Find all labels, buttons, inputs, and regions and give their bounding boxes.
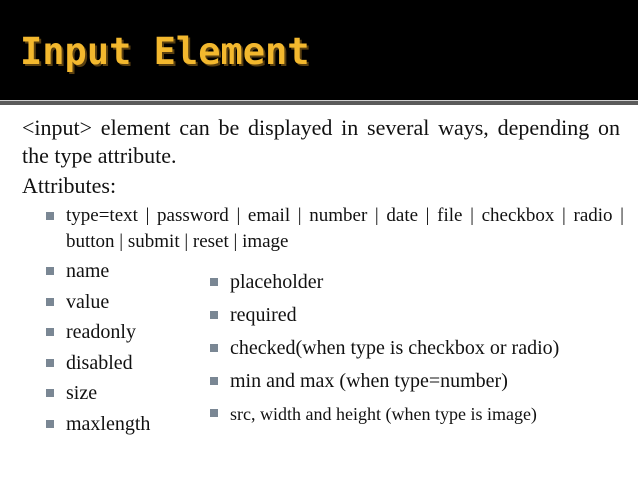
list-item-text: disabled bbox=[66, 351, 133, 374]
list-item-text: readonly bbox=[66, 321, 136, 343]
list-item-text: size bbox=[66, 382, 98, 404]
title-divider bbox=[0, 100, 638, 105]
list-item-type bbox=[46, 203, 624, 255]
square-bullet-icon bbox=[46, 328, 54, 336]
list-item bbox=[46, 289, 196, 320]
list-item bbox=[46, 411, 196, 442]
square-bullet-icon bbox=[210, 377, 218, 385]
list-item-text: type=text | password | email | number | date | file | checkbox | radio | button | submit | reset | image bbox=[66, 205, 624, 252]
square-bullet-icon bbox=[210, 278, 218, 286]
list-item bbox=[46, 350, 196, 381]
list-item-text: name bbox=[66, 260, 110, 282]
square-bullet-icon bbox=[46, 420, 54, 428]
attribute-list-right bbox=[210, 269, 614, 434]
list-item-text: min and max (when type=number) bbox=[230, 370, 508, 392]
square-bullet-icon bbox=[46, 267, 54, 275]
list-item-text: placeholder bbox=[230, 271, 324, 293]
list-item-text: checked(when type is checkbox or radio) bbox=[230, 337, 560, 359]
square-bullet-icon bbox=[46, 298, 54, 306]
square-bullet-icon bbox=[46, 212, 54, 220]
attribute-list-left bbox=[46, 258, 196, 441]
list-item bbox=[210, 302, 614, 328]
list-item bbox=[46, 258, 196, 289]
square-bullet-icon bbox=[210, 344, 218, 352]
list-item-text: maxlength bbox=[66, 412, 151, 435]
list-item bbox=[46, 319, 196, 350]
list-item-text: src, width and height (when type is image) bbox=[230, 404, 537, 424]
list-item-text: value bbox=[66, 290, 110, 313]
attributes-heading: Attributes: bbox=[22, 173, 117, 198]
list-item bbox=[210, 401, 614, 427]
square-bullet-icon bbox=[46, 389, 54, 397]
list-item bbox=[210, 335, 614, 361]
square-bullet-icon bbox=[210, 311, 218, 319]
list-item bbox=[210, 269, 614, 295]
title-bar bbox=[0, 0, 638, 100]
list-item-text: required bbox=[230, 304, 297, 326]
square-bullet-icon bbox=[46, 359, 54, 367]
list-item bbox=[46, 380, 196, 411]
intro-paragraph: <input> element can be displayed in several ways, depending on the type attribute. bbox=[22, 115, 620, 168]
list-item bbox=[210, 368, 614, 394]
slide-title: Input Element bbox=[20, 30, 310, 73]
square-bullet-icon bbox=[210, 409, 218, 417]
